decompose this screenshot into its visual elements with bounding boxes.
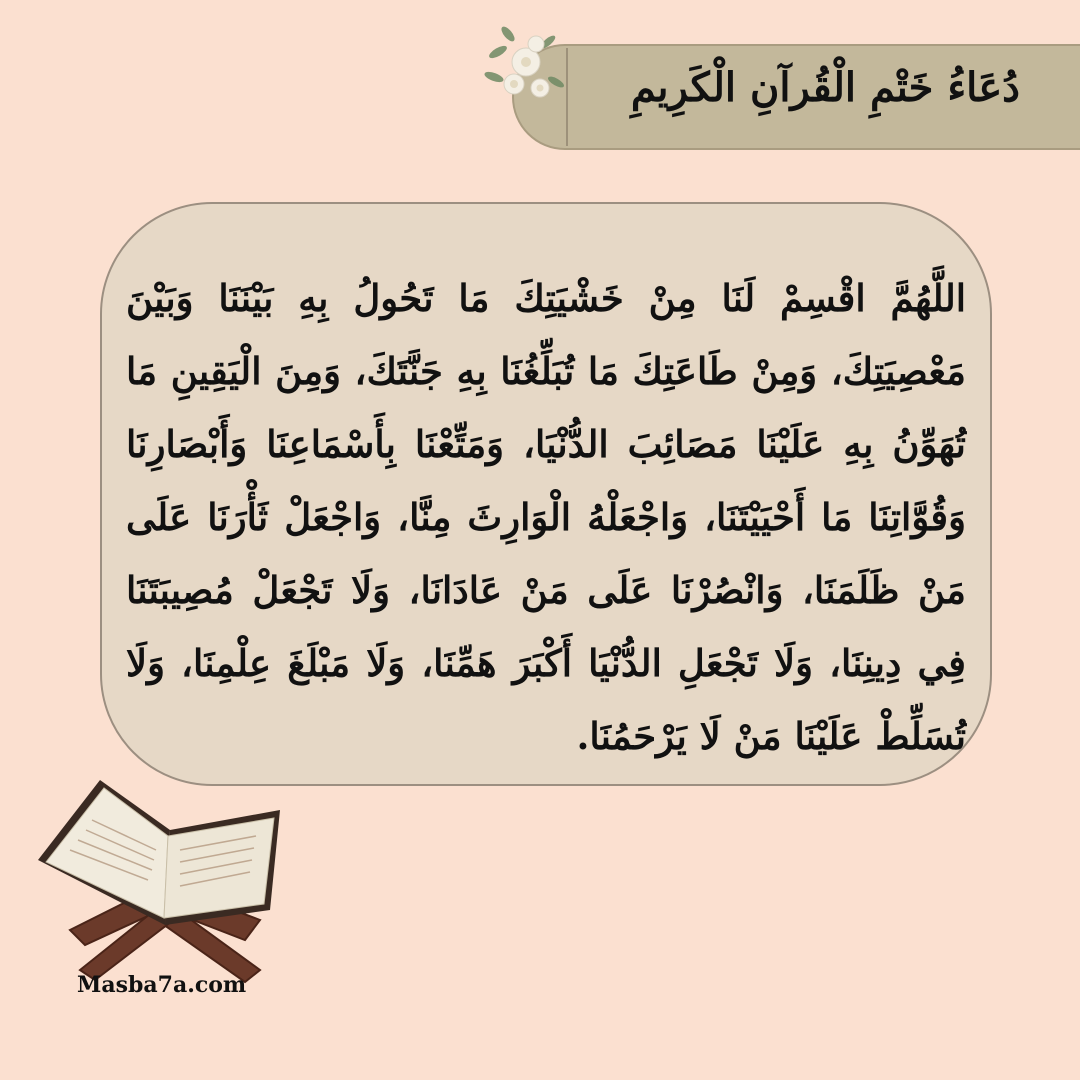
site-label[interactable]: Masba7a.com	[77, 972, 247, 998]
dua-text: اللَّهُمَّ اقْسِمْ لَنَا مِنْ خَشْيَتِكَ مَا تَحُولُ بِهِ بَيْنَنَا وَبَيْنَ مَعْصِيَتِكَ، وَمِنْ طَاعَتِكَ مَا تُبَلِّغُنَا بِهِ جَنَّتَكَ، وَمِنَ الْيَقِينِ مَا تُهَوِّنُ بِهِ عَلَيْنَا مَصَائِبَ الدُّنْيَا، وَمَتِّعْنَا بِأَسْمَاعِنَا وَأَبْصَارِنَا وَقُوَّاتِنَا مَا أَحْيَيْتَنَا، وَاجْعَلْهُ الْوَارِثَ مِنَّا، وَاجْعَلْ ثَأْرَنَا عَلَى مَنْ ظَلَمَنَا، وَانْصُرْنَا عَلَى مَنْ عَادَانَا، وَلَا تَجْعَلْ مُصِيبَتَنَا فِي دِينِنَا، وَلَا تَجْعَلِ الدُّنْيَا أَكْبَرَ هَمِّنَا، وَلَا مَبْلَغَ عِلْمِنَا، وَلَا تُسَلِّطْ عَلَيْنَا مَنْ لَا يَرْحَمُنَا.	[126, 276, 966, 758]
page-title: دُعَاءُ خَتْمِ الْقُرآنِ الْكَرِيمِ	[630, 64, 1020, 111]
quran-book-icon	[30, 770, 300, 990]
flower-bouquet-icon	[478, 22, 578, 112]
